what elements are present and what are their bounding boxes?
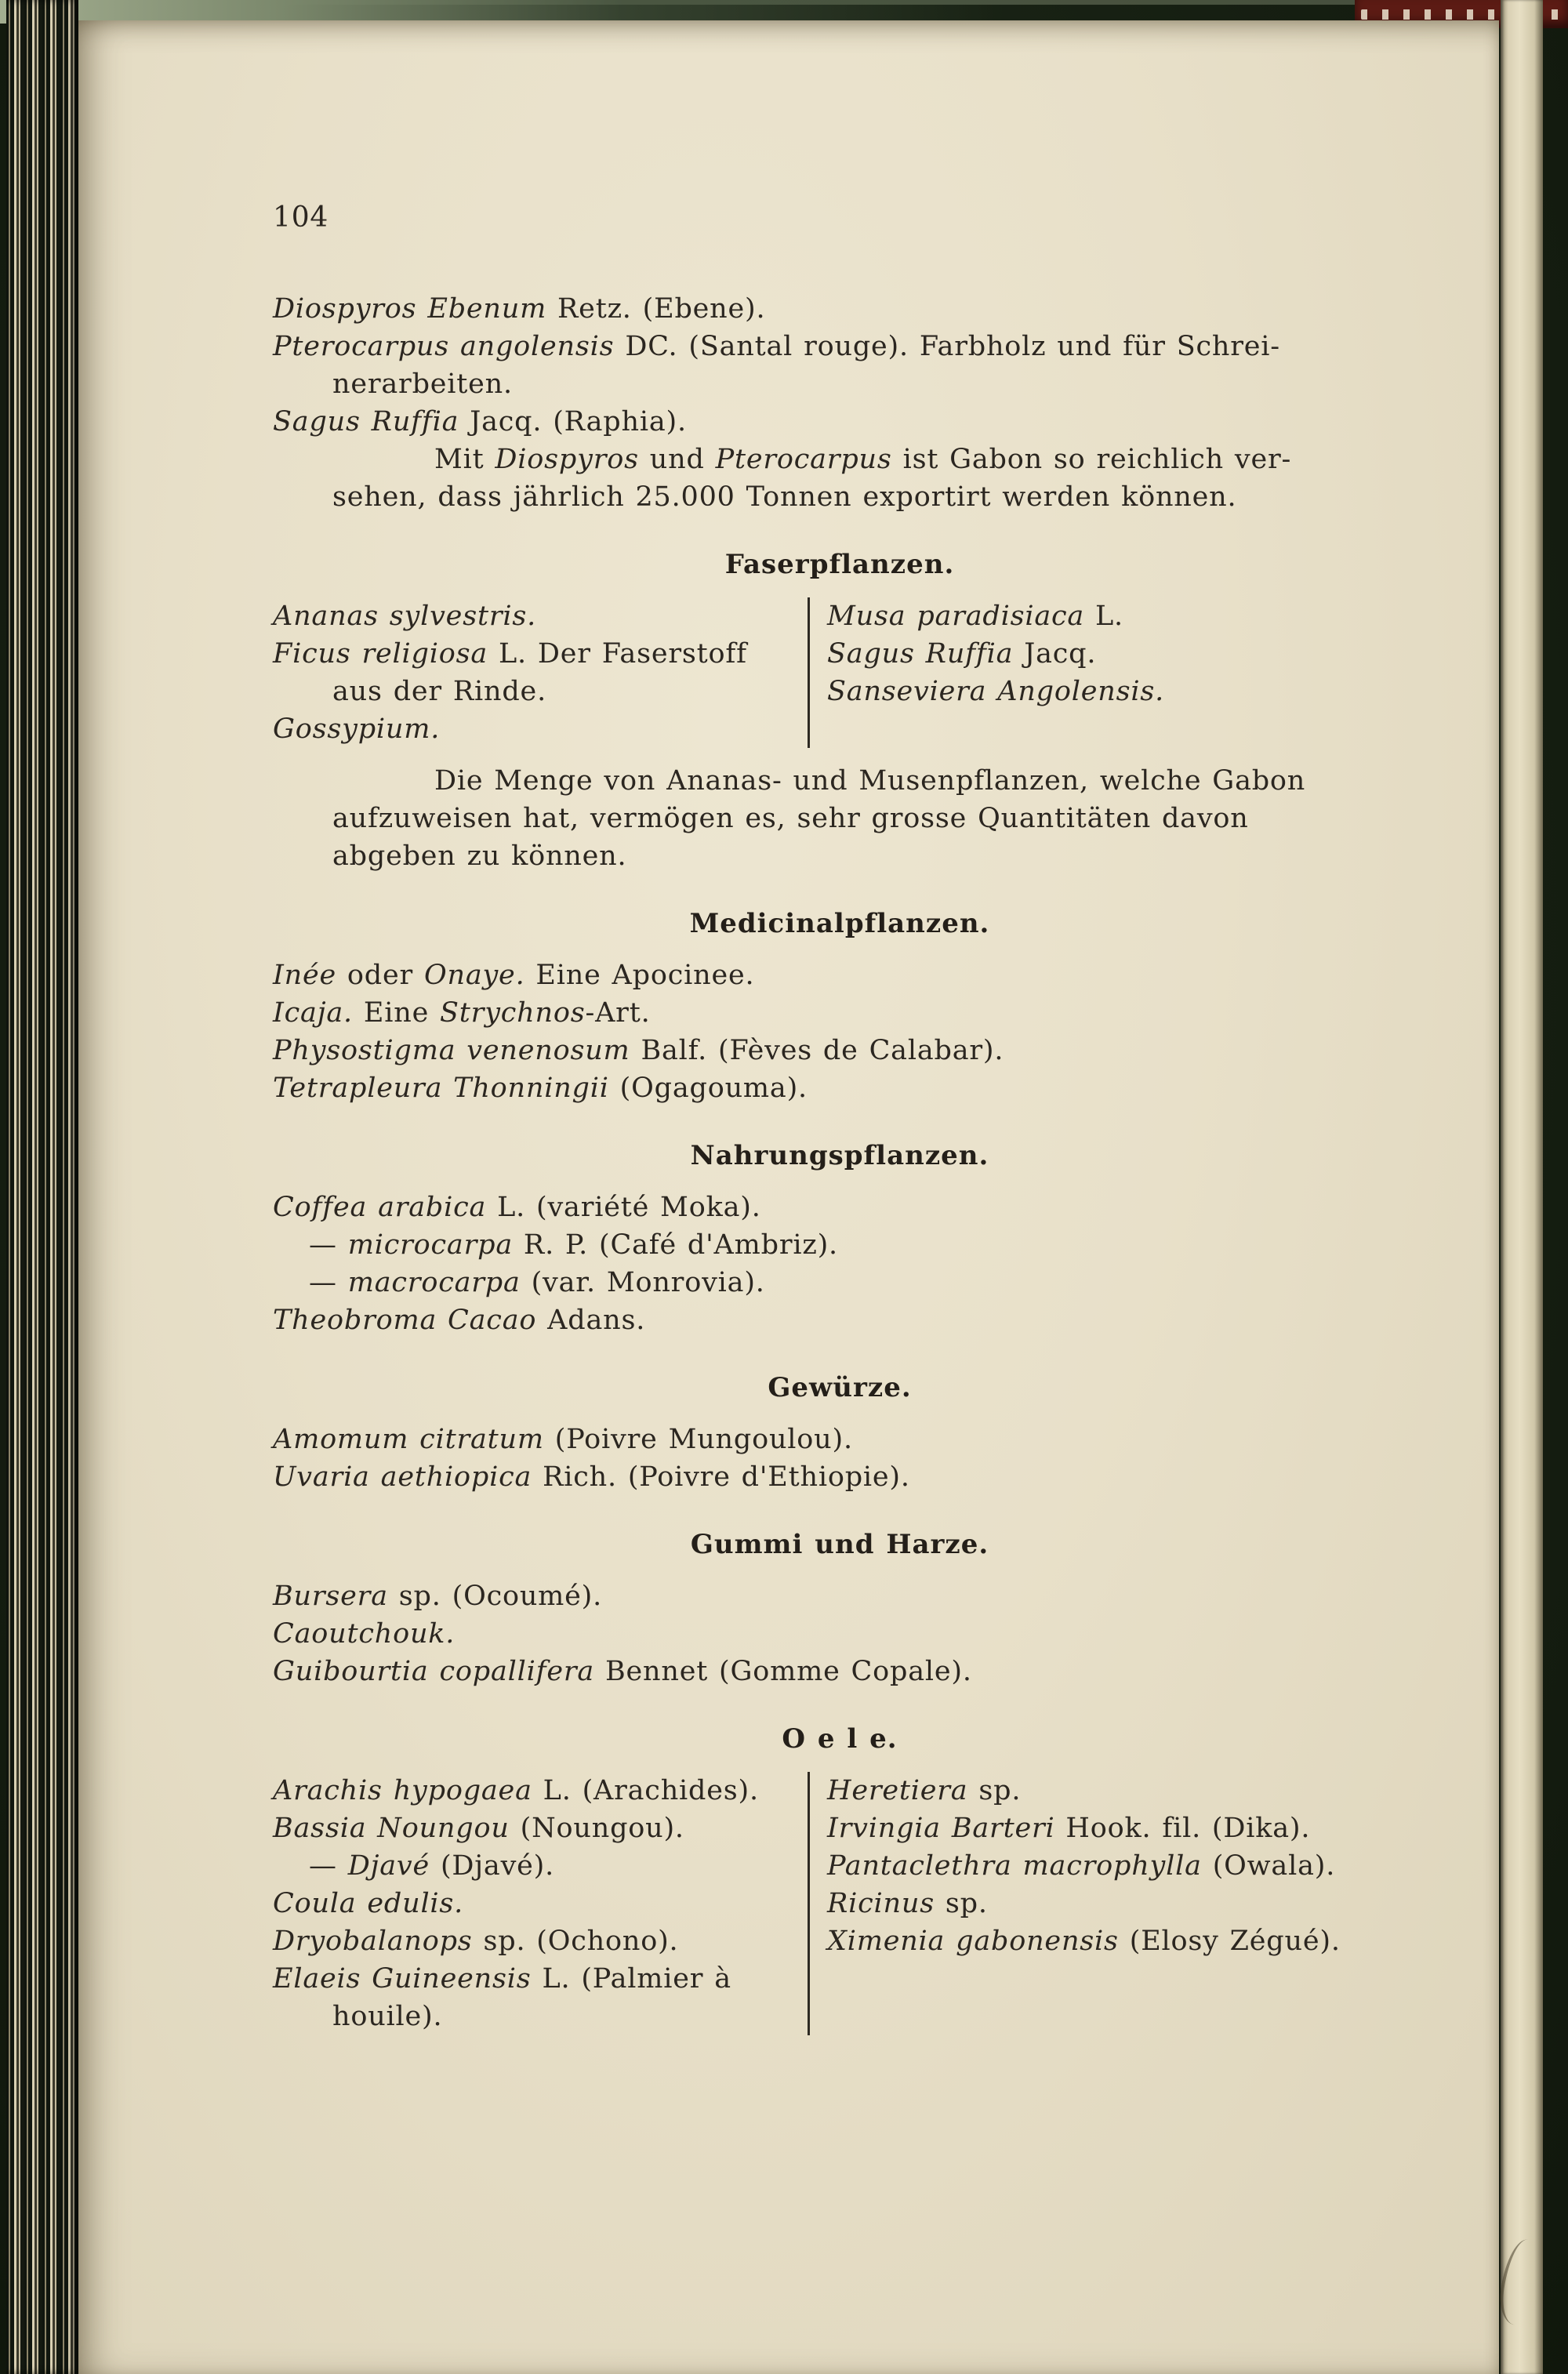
faser-paragraph	[273, 762, 1406, 875]
text-run: —	[309, 1229, 348, 1261]
text-run: (Owala).	[1201, 1850, 1336, 1882]
species-name: Pterocarpus	[715, 444, 892, 475]
species-name: Inée	[273, 960, 336, 991]
species-name: Guibourtia copallifera	[273, 1656, 595, 1687]
text-run: (Elosy Zégué).	[1118, 1926, 1341, 1957]
species-name: Coffea arabica	[273, 1192, 487, 1223]
species-name: Ricinus	[827, 1888, 935, 1919]
left-column	[273, 597, 810, 748]
text-line	[273, 1577, 1406, 1615]
text-run: Eine	[352, 997, 441, 1029]
text-run: DC. (Santal rouge). Farbholz und für Schrei-	[614, 331, 1280, 362]
text-line	[273, 1069, 1406, 1107]
species-name: Elaeis Guineensis	[273, 1963, 532, 1995]
text-run: Mit	[434, 444, 495, 475]
text-line	[273, 1264, 1406, 1301]
text-block	[273, 290, 1406, 2035]
species-name: Diospyros Ebenum	[273, 293, 547, 325]
text-line	[273, 1189, 1406, 1226]
species-name: Pantaclethra macrophylla	[827, 1850, 1202, 1882]
text-line	[827, 1885, 1406, 1922]
species-name: microcarpa	[347, 1229, 513, 1261]
text-line	[273, 1653, 1406, 1690]
section-heading: Medicinalpflanzen.	[689, 908, 990, 939]
text-run: ist Gabon so reichlich ver-	[891, 444, 1292, 475]
text-run: (Noungou).	[509, 1813, 684, 1844]
species-name: Ficus religiosa	[273, 638, 488, 670]
species-name: Sagus Ruffia	[827, 638, 1014, 670]
text-line	[273, 441, 1406, 478]
species-name: Bassia Noungou	[273, 1813, 510, 1844]
text-run: sp.	[935, 1888, 988, 1919]
section-heading: Gewürze.	[768, 1372, 912, 1403]
text-line	[273, 328, 1406, 365]
page-curl-mark	[1496, 2237, 1547, 2328]
species-name: Dryobalanops	[273, 1926, 473, 1957]
species-name: Musa paradisiaca	[827, 601, 1085, 632]
text-line	[827, 1810, 1406, 1847]
medicinal-entries	[273, 956, 1406, 1107]
text-run: Jacq.	[1013, 638, 1097, 670]
species-name: Caoutchouk.	[273, 1618, 456, 1650]
species-name: Pterocarpus angolensis	[273, 331, 615, 362]
species-name: Bursera	[273, 1581, 388, 1612]
text-run: Die Menge von Ananas- und Musenpflanzen, welche Gabon	[434, 765, 1306, 797]
text-run: nerarbeiten.	[332, 368, 513, 400]
text-line	[273, 1301, 1406, 1339]
text-run: (Ogagouma).	[608, 1073, 808, 1104]
text-run: oder	[336, 960, 424, 991]
section-heading: Faserpflanzen.	[724, 549, 955, 580]
text-line	[273, 837, 1406, 875]
text-run: houile).	[332, 2001, 443, 2032]
text-line	[827, 1847, 1406, 1885]
species-name: Tetrapleura Thonningii	[273, 1073, 609, 1104]
species-name: Arachis hypogaea	[273, 1775, 532, 1806]
text-run: Retz. (Ebene).	[546, 293, 766, 325]
text-line	[273, 956, 1406, 994]
book-binding-page-edges	[6, 0, 78, 2374]
text-line	[273, 1421, 1406, 1458]
text-line	[273, 1772, 808, 1810]
section-heading: Gummi und Harze.	[690, 1529, 989, 1560]
text-line	[273, 365, 1406, 403]
text-run: (var. Monrovia).	[520, 1267, 765, 1298]
text-line	[273, 635, 808, 673]
text-run: -Art.	[585, 997, 651, 1029]
text-line	[827, 673, 1406, 710]
text-line	[273, 800, 1406, 837]
text-run: sp.	[967, 1775, 1022, 1806]
section-heading: Nahrungspflanzen.	[690, 1140, 989, 1171]
species-name: Heretiera	[827, 1775, 968, 1806]
text-run: aufzuweisen hat, vermögen es, sehr grosse Quantitäten davon	[332, 803, 1249, 834]
text-line	[273, 1032, 1406, 1069]
species-name: Djavé	[347, 1850, 430, 1882]
species-name: Icaja.	[273, 997, 353, 1029]
intro-entries	[273, 290, 1406, 516]
text-run: aus der Rinde.	[332, 676, 547, 707]
text-run: und	[638, 444, 716, 475]
species-name: Ximenia gabonensis	[827, 1926, 1119, 1957]
nahrung-entries	[273, 1189, 1406, 1339]
species-name: Sanseviera Angolensis.	[827, 676, 1165, 707]
text-run: Rich. (Poivre d'Ethiopie).	[532, 1461, 910, 1493]
text-line	[273, 1998, 808, 2035]
text-line	[273, 290, 1406, 328]
right-column	[810, 597, 1406, 748]
text-run: sehen, dass jährlich 25.000 Tonnen exportirt werden können.	[332, 481, 1237, 513]
text-run: sp. (Ocoumé).	[387, 1581, 603, 1612]
text-line	[273, 597, 808, 635]
text-run: L.	[1084, 601, 1123, 632]
text-line	[273, 994, 1406, 1032]
text-line	[273, 1922, 808, 1960]
text-line	[827, 597, 1406, 635]
species-name: Physostigma venenosum	[273, 1035, 630, 1066]
text-line	[273, 1458, 1406, 1496]
text-run: —	[309, 1850, 348, 1882]
text-line	[273, 673, 808, 710]
text-line	[273, 1847, 808, 1885]
text-run: (Poivre Mungoulou).	[543, 1424, 853, 1455]
text-run: L. (Arachides).	[532, 1775, 759, 1806]
gummi-entries	[273, 1577, 1406, 1690]
text-line	[273, 710, 808, 748]
text-run: L. (variété Moka).	[486, 1192, 761, 1223]
book-page	[78, 20, 1499, 2374]
gewuerze-entries	[273, 1421, 1406, 1496]
species-name: Irvingia Barteri	[827, 1813, 1055, 1844]
text-line	[273, 1615, 1406, 1653]
text-line	[273, 762, 1406, 800]
left-column	[273, 1772, 810, 2035]
text-run: Eine Apocinee.	[524, 960, 755, 991]
text-run: Balf. (Fèves de Calabar).	[630, 1035, 1004, 1066]
species-name: Diospyros	[495, 444, 639, 475]
text-run: R. P. (Café d'Ambriz).	[513, 1229, 838, 1261]
text-line	[273, 1226, 1406, 1264]
facing-page-edge	[1501, 0, 1543, 2374]
text-line	[827, 1772, 1406, 1810]
text-line	[273, 1960, 808, 1998]
oele-columns	[273, 1772, 1406, 2035]
species-name: Sagus Ruffia	[273, 406, 459, 437]
species-name: Onaye.	[423, 960, 525, 991]
text-run: —	[309, 1267, 348, 1298]
text-line	[273, 1885, 808, 1922]
species-name: Gossypium.	[273, 713, 441, 745]
page-number: 104	[273, 201, 329, 234]
text-run: Bennet (Gomme Copale).	[594, 1656, 972, 1687]
species-name: Amomum citratum	[273, 1424, 544, 1455]
text-run: (Djavé).	[430, 1850, 555, 1882]
species-name: Ananas sylvestris.	[273, 601, 537, 632]
faserpflanzen-columns	[273, 597, 1406, 748]
text-run: Hook. fil. (Dika).	[1054, 1813, 1311, 1844]
species-name: Coula edulis.	[273, 1888, 464, 1919]
text-line	[273, 403, 1406, 441]
right-column	[810, 1772, 1406, 2035]
text-line	[827, 1922, 1406, 1960]
text-run: L. Der Faserstoff	[488, 638, 747, 670]
section-heading: O e l e.	[782, 1723, 898, 1755]
text-run: Adans.	[536, 1305, 646, 1336]
text-line	[827, 635, 1406, 673]
species-name: Strychnos	[440, 997, 586, 1029]
text-run: L. (Palmier à	[531, 1963, 731, 1995]
text-line	[273, 478, 1406, 516]
species-name: macrocarpa	[347, 1267, 521, 1298]
text-line	[273, 1810, 808, 1847]
species-name: Uvaria aethiopica	[273, 1461, 532, 1493]
text-run: abgeben zu können.	[332, 840, 627, 872]
species-name: Theobroma Cacao	[273, 1305, 537, 1336]
text-run: sp. (Ochono).	[472, 1926, 679, 1957]
text-run: Jacq. (Raphia).	[459, 406, 687, 437]
